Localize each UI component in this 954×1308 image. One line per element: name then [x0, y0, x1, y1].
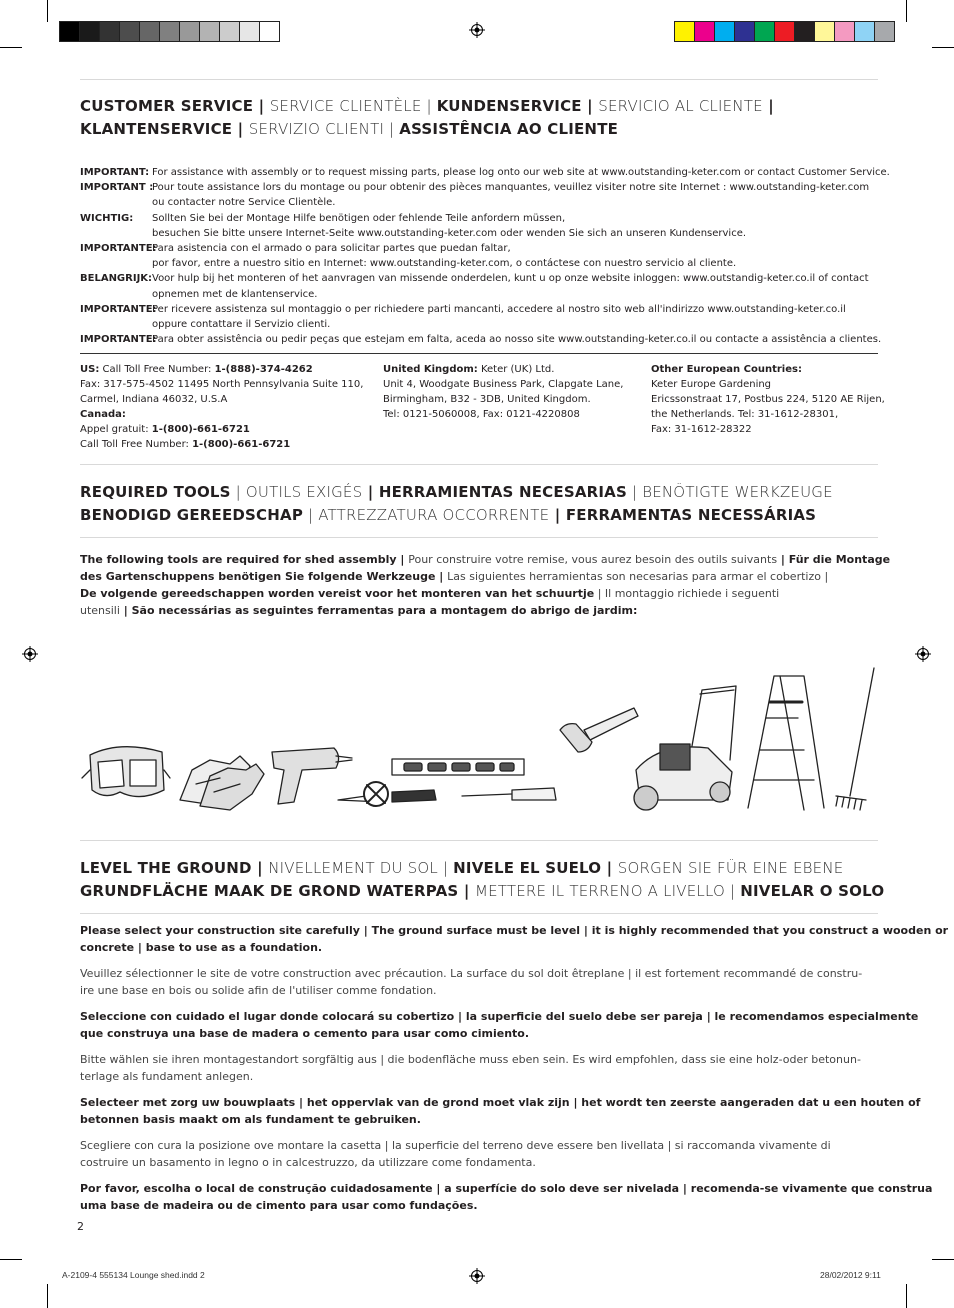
level-paragraph-line: Scegliere con cura la posizione ove montare la casetta | la superficie del terreno deve essere ben livellata | si raccomanda vivamente di — [80, 1139, 831, 1152]
divider — [80, 913, 878, 914]
canada-label: Canada: — [80, 408, 126, 420]
customer-service-heading-line1 — [80, 95, 774, 118]
text-run: NIVELE EL SUELO — [453, 859, 602, 877]
gray-swatch — [100, 22, 120, 41]
color-swatch — [755, 22, 775, 41]
important-line — [80, 211, 565, 226]
color-swatch — [675, 22, 695, 41]
crop-mark — [932, 47, 954, 48]
text-run: Las siguientes herramientas son necesarias para armar el cobertizo | — [447, 570, 829, 583]
crop-mark — [0, 1259, 22, 1260]
eu-line2: Ericssonstraat 17, Postbus 224, 5120 AE Rijen, — [651, 393, 885, 405]
gray-swatch — [200, 22, 220, 41]
level-paragraph-line: costruire un basamento in legno o in calcestruzzo, da utilizzare come fondamenta. — [80, 1156, 536, 1169]
gray-swatch — [60, 22, 80, 41]
level-paragraph-line: Seleccione con cuidado el lugar donde colocará su cobertizo | la superficie del suelo debe ser pareja | le recomendamos especialmente — [80, 1010, 919, 1023]
uk-label: United Kingdom: — [383, 364, 478, 375]
text-run: | — [458, 882, 475, 900]
text-run: des Gartenschuppens benötigen Sie folgende Werkzeuge — [80, 570, 436, 583]
goggles-icon — [82, 747, 170, 797]
gray-swatch — [120, 22, 140, 41]
gray-swatch — [260, 22, 279, 41]
process-color-bar — [674, 21, 895, 42]
gray-swatch — [140, 22, 160, 41]
divider — [80, 79, 878, 80]
important-label: IMPORTANT: — [80, 167, 150, 178]
important-line — [80, 302, 846, 317]
level-paragraph-line: ire une base en bois ou solide afin de l'utiliser comme fondation. — [80, 984, 437, 997]
rake-icon — [836, 668, 874, 810]
color-swatch — [715, 22, 735, 41]
customer-service-heading-line2 — [80, 118, 618, 141]
divider — [80, 537, 878, 538]
contact-uk — [383, 363, 623, 423]
uk-line4: Tel: 0121-5060008, Fax: 0121-4220808 — [383, 408, 580, 420]
eu-line3: the Netherlands. Tel: 31-1612-28301, — [651, 408, 839, 420]
text-run: FERRAMENTAS NECESSÁRIAS — [565, 506, 817, 524]
tools-text-line2 — [80, 568, 828, 585]
drill-icon — [272, 748, 352, 804]
important-text: por favor, entre a nuestro sitio en Internet: www.outstanding-keter.com, o contáctese con nuestro servicio al cliente. — [152, 258, 737, 270]
tools-illustration — [80, 660, 880, 820]
important-label: WICHTIG: — [80, 212, 134, 224]
important-text: opnemen met de klantenservice. — [152, 288, 318, 300]
text-run: | — [384, 120, 400, 138]
text-run: SORGEN SIE FÜR EINE EBENE — [617, 859, 844, 877]
crop-mark — [906, 1284, 907, 1308]
important-text: ou contacter notre Service Clientèle. — [152, 197, 336, 209]
important-line — [80, 241, 511, 256]
text-run: SERVIZIO CLIENTI — [248, 120, 385, 138]
not-allowed-icon — [364, 782, 388, 806]
important-text: Per ricevere assistenza sul montaggio o per richiedere parti mancanti, accedere al nostro sito web all'indirizzo www.outstanding-keter.co.il — [152, 303, 846, 315]
crop-mark — [906, 0, 907, 22]
text-run: utensili — [80, 604, 120, 617]
color-swatch — [875, 22, 894, 41]
color-swatch — [855, 22, 875, 41]
text-run: Pour construire votre remise, vous aurez besoin des outils suivants — [408, 553, 778, 566]
important-text: Para asistencia con el armado o para solicitar partes que puedan faltar, — [152, 243, 511, 254]
canada-line2: Call Toll Free Number: — [80, 438, 193, 450]
text-run: | — [435, 570, 448, 583]
gray-swatch — [160, 22, 180, 41]
important-line — [80, 165, 890, 180]
lawn-mower-icon — [634, 686, 736, 810]
text-run: | — [303, 506, 319, 524]
text-run: | Für die Montage — [777, 553, 891, 566]
level-paragraph-line: Bitte wählen sie ihren montagestandort sorgfältig aus | die bodenfläche muss eben sein. Es wird empfohlen, dass sie eine holz-oder betonun- — [80, 1053, 861, 1066]
us-line2: Fax: 317-575-4502 11495 North Pennsylvania Suite 110, — [80, 378, 364, 390]
text-run: HERRAMIENTAS NECESARIAS — [378, 483, 627, 501]
us-phone: 1-(888)-374-4262 — [214, 364, 313, 375]
level-ground-heading-line2 — [80, 880, 884, 903]
color-swatch — [775, 22, 795, 41]
us-label: US: — [80, 364, 100, 375]
important-label: IMPORTANTE: — [80, 334, 157, 346]
important-line — [80, 317, 330, 332]
gray-swatch — [180, 22, 200, 41]
text-run: | — [437, 859, 454, 877]
us-line1: Call Toll Free Number: — [99, 364, 215, 375]
important-line — [80, 180, 869, 195]
registration-mark-icon — [22, 646, 38, 662]
uk-line3: Birmingham, B32 - 3DB, United Kingdom. — [383, 393, 591, 405]
registration-mark-icon — [469, 22, 485, 38]
text-run: | — [251, 859, 269, 877]
important-text: oppure contattare il Servizio clienti. — [152, 319, 331, 330]
important-label: BELANGRIJK: — [80, 273, 153, 285]
text-run: LEVEL THE GROUND — [80, 859, 252, 877]
text-run: KUNDENSERVICE — [436, 97, 582, 115]
canada-phone: 1-(800)-661-6721 — [151, 423, 250, 435]
text-run: | — [362, 483, 379, 501]
contact-eu — [651, 363, 885, 438]
us-line3: Carmel, Indiana 46032, U.S.A — [80, 393, 228, 405]
important-line — [80, 256, 736, 271]
text-run: BENODIGD GEREEDSCHAP — [80, 506, 304, 524]
canada-line1: Appel gratuit: — [80, 423, 152, 435]
level-paragraph-line: Selecteer met zorg uw bouwplaats | het oppervlak van de grond moet vlak zijn | het wordt ten zeerste aangeraden dat u een houten of — [80, 1096, 921, 1109]
text-run: | — [594, 587, 605, 600]
text-run: KLANTENSERVICE — [80, 120, 233, 138]
level-paragraph-line: Veuillez sélectionner le site de votre construction avec précaution. La surface du sol doit êtreplane | il est fortement recommandé de constru- — [80, 967, 863, 980]
file-slug: A-2109-4 555134 Lounge shed.indd 2 — [62, 1270, 205, 1280]
tools-text-line4 — [80, 602, 637, 619]
important-label: IMPORTANTE: — [80, 243, 157, 254]
level-paragraph-line: terlage als fundament anlegen. — [80, 1070, 254, 1083]
important-line — [80, 332, 881, 347]
required-tools-heading-line2 — [80, 504, 816, 527]
text-run: | — [725, 882, 741, 900]
text-run: GRUNDFLÄCHE MAAK DE GROND WATERPAS — [80, 882, 459, 900]
text-run: | — [626, 483, 643, 501]
uk-line1: Keter (UK) Ltd. — [477, 364, 555, 375]
important-text: For assistance with assembly or to request missing parts, please log onto our web site at www.outstanding-keter.com or contact Customer Service. — [152, 167, 890, 178]
text-run: | — [230, 483, 246, 501]
text-run: Il montaggio richiede i seguenti — [604, 587, 780, 600]
divider — [80, 353, 878, 354]
contact-us — [80, 363, 363, 452]
eu-line1: Keter Europe Gardening — [651, 378, 772, 390]
level-paragraph-line: Please select your construction site carefully | The ground surface must be level | it is highly recommended that you construct a wooden or — [80, 924, 949, 937]
gray-color-bar — [59, 21, 280, 42]
uk-line2: Unit 4, Woodgate Business Park, Clapgate Lane, — [383, 378, 624, 390]
level-paragraph-line: uma base de madeira ou de cimento para usar como fundações. — [80, 1199, 478, 1212]
level-paragraph-line: Por favor, escolha o local de construção cuidadosamente | a superfície do solo deve ser nivelada | recomenda-se vivamente que construa — [80, 1182, 933, 1195]
text-run: ASSISTÊNCIA AO CLIENTE — [399, 120, 619, 138]
level-paragraph-line: que construya una base de madera o cemento para usar como cimiento. — [80, 1027, 530, 1040]
screwdriver-icon — [462, 788, 556, 800]
text-run: | — [601, 859, 618, 877]
canada-phone-2: 1-(800)-661-6721 — [192, 438, 291, 450]
text-run: | — [253, 97, 270, 115]
gray-swatch — [80, 22, 100, 41]
level-ground-heading-line1 — [80, 857, 843, 880]
level-paragraph-line: concrete | base to use as a foundation. — [80, 941, 323, 954]
text-run: REQUIRED TOOLS — [80, 483, 231, 501]
gloves-icon — [180, 756, 264, 810]
important-line — [80, 226, 746, 241]
crop-mark — [932, 1259, 954, 1260]
important-label: IMPORTANTE: — [80, 303, 157, 315]
important-line — [80, 287, 317, 302]
color-swatch — [815, 22, 835, 41]
text-run: | — [581, 97, 599, 115]
text-run: OUTILS EXIGÉS — [245, 483, 363, 501]
text-run: BENÖTIGTE WERKZEUGE — [642, 483, 833, 501]
date-slug: 28/02/2012 9:11 — [820, 1270, 881, 1280]
text-run: SERVICIO AL CLIENTE — [598, 97, 763, 115]
text-run: | — [232, 120, 249, 138]
important-text: Sollten Sie bei der Montage Hilfe benötigen oder fehlende Teile anfordern müssen, — [152, 212, 566, 224]
page-number: 2 — [77, 1220, 84, 1233]
crop-mark — [47, 1284, 48, 1308]
text-run: SERVICE CLIENTÈLE — [269, 97, 422, 115]
color-swatch — [735, 22, 755, 41]
color-swatch — [695, 22, 715, 41]
text-run: | — [549, 506, 566, 524]
color-swatch — [795, 22, 815, 41]
gray-swatch — [240, 22, 260, 41]
important-text: Voor hulp bij het monteren of het aanvragen van missende onderdelen, kunt u op onze website inloggen: www.outstandig-keter.co.il of contact — [152, 273, 869, 285]
color-swatch — [835, 22, 855, 41]
gray-swatch — [220, 22, 240, 41]
crop-mark — [47, 0, 48, 22]
spirit-level-icon — [392, 759, 524, 775]
text-run: CUSTOMER SERVICE — [80, 97, 254, 115]
step-ladder-icon — [748, 676, 824, 810]
text-run: METTERE IL TERRENO A LIVELLO — [474, 882, 726, 900]
important-text: besuchen Sie bitte unsere Internet-Seite www.outstanding-keter.com oder wenden Sie sich an unseren Kundenservice. — [152, 227, 747, 239]
eu-label: Other European Countries: — [651, 364, 802, 375]
text-run: | — [396, 553, 409, 566]
divider — [80, 840, 878, 841]
text-run: NIVELLEMENT DU SOL — [268, 859, 438, 877]
important-line — [80, 271, 869, 286]
text-run: | São necessárias as seguintes ferramentas para a montagem do abrigo de jardim: — [119, 604, 638, 617]
registration-mark-icon — [469, 1268, 485, 1284]
text-run: | — [762, 97, 774, 115]
text-run: | — [421, 97, 437, 115]
text-run: De volgende gereedschappen worden vereist voor het monteren van het schuurtje — [80, 587, 595, 600]
important-text: Pour toute assistance lors du montage ou pour obtenir des pièces manquantes, veuillez visiter notre site Internet : www.outstanding-keter.com — [152, 182, 870, 194]
mallet-icon — [560, 708, 638, 752]
registration-mark-icon — [915, 646, 931, 662]
level-paragraph-line: betonnen basis maakt om als fundament te gebruiken. — [80, 1113, 421, 1126]
tools-text-line1 — [80, 551, 890, 568]
text-run: NIVELAR O SOLO — [740, 882, 885, 900]
divider — [80, 464, 878, 465]
important-text: Para obter assistência ou pedir peças que estejam em falta, aceda ao nosso site www.outstanding-keter.co.il ou contacte a assistência a clientes. — [152, 334, 882, 346]
eu-line4: Fax: 31-1612-28322 — [651, 423, 752, 435]
important-label: IMPORTANT : — [80, 182, 154, 194]
required-tools-heading-line1 — [80, 481, 833, 504]
text-run: ATTREZZATURA OCCORRENTE — [318, 506, 550, 524]
tools-text-line3 — [80, 585, 779, 602]
important-line — [80, 195, 335, 210]
crop-mark — [0, 47, 22, 48]
text-run: The following tools are required for shed assembly — [80, 553, 397, 566]
